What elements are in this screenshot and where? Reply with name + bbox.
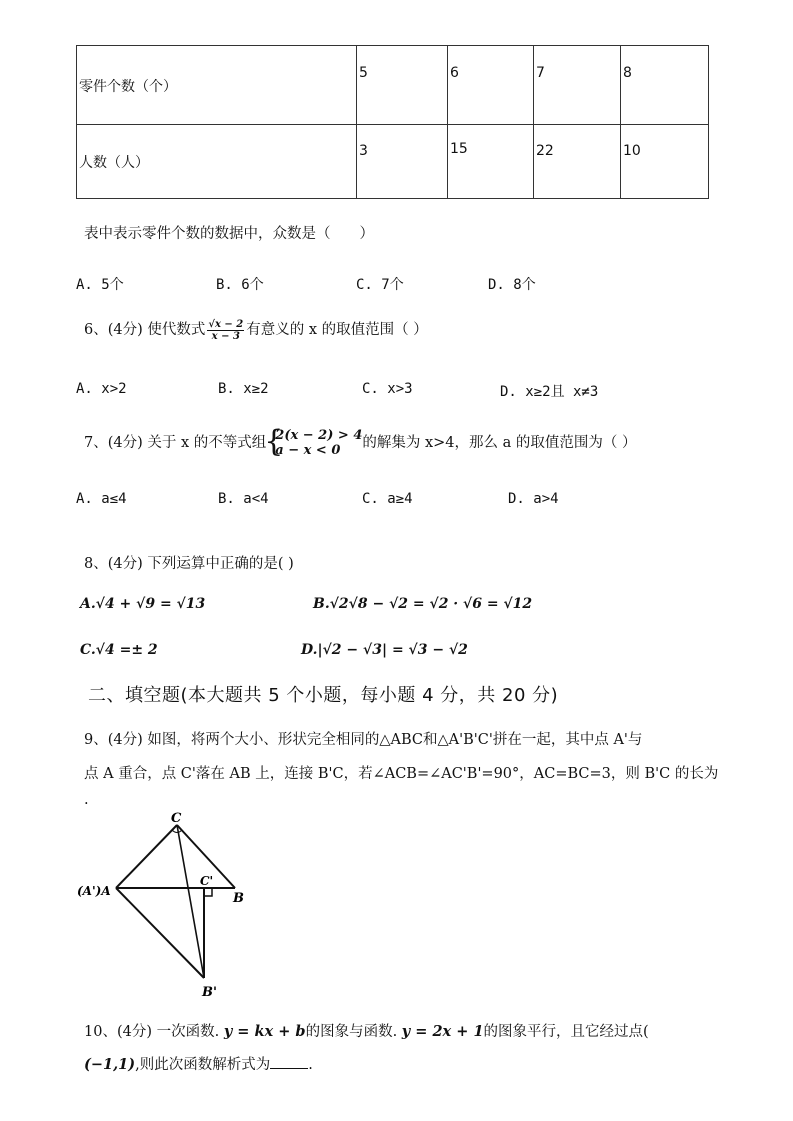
left-brace-icon: { (264, 424, 284, 459)
q7-suffix: 的解集为 x>4，那么 a 的取值范围为（ ） (362, 435, 637, 451)
q6-option-a[interactable]: A. x>2 (76, 381, 127, 397)
label-c: C (171, 811, 182, 826)
table-col-divider (533, 45, 534, 199)
q9-geometry-figure (76, 808, 276, 1004)
table-row-label-people: 人数（人） (79, 155, 149, 171)
q6-prefix: 6、(4分) 使代数式 (84, 322, 206, 338)
q6-suffix: 有意义的 x 的取值范围（ ） (246, 322, 428, 338)
question-6 (84, 318, 428, 342)
table-row-divider (76, 124, 709, 125)
q6-option-b[interactable]: B. x≥2 (218, 381, 269, 397)
segment-ac (116, 825, 177, 888)
q7-option-b[interactable]: B. a<4 (218, 491, 269, 507)
q10-line-1 (84, 1020, 649, 1041)
label-a-a-prime: (A')A (77, 884, 111, 898)
label-b: B (233, 891, 244, 906)
table-cell: 15 (450, 141, 468, 157)
table-cell: 3 (359, 143, 368, 159)
table-cell: 10 (623, 143, 641, 159)
q10-line-2 (84, 1053, 313, 1074)
table-col-divider (620, 45, 621, 199)
q9-line-3: . (84, 792, 89, 808)
table-cell: 6 (450, 65, 459, 81)
q7-inequality-system (264, 424, 363, 459)
q10-point: (−1,1) (84, 1056, 136, 1073)
q7-prefix: 7、(4分) 关于 x 的不等式组 (84, 435, 267, 451)
label-b-prime: B' (202, 985, 217, 1000)
q6-frac-numerator: √x − 2 (208, 318, 244, 330)
q5-option-a[interactable]: A. 5个 (76, 277, 124, 293)
table-col-divider (356, 45, 357, 199)
q10-equation-2: y = 2x + 1 (401, 1023, 484, 1040)
q6-option-c[interactable]: C. x>3 (362, 381, 413, 397)
q9-line-1: 9、(4分) 如图，将两个大小、形状完全相同的△ABC和△A'B'C'拼在一起，其中点 A'与 (84, 732, 643, 748)
q7-option-a[interactable]: A. a≤4 (76, 491, 127, 507)
q10-text-a: 10、(4分) 一次函数. (84, 1024, 220, 1040)
right-angle-mark-c-prime (204, 888, 212, 896)
table-col-divider (447, 45, 448, 199)
q7-option-c[interactable]: C. a≥4 (362, 491, 413, 507)
data-table (76, 45, 709, 199)
q10-text-e: . (308, 1057, 313, 1073)
q8-option-c[interactable]: C.√4 =± 2 (80, 642, 158, 658)
q10-equation-1: y = kx + b (223, 1023, 306, 1040)
q7-inequality-2: a − x < 0 (275, 443, 341, 458)
question-8-text: 8、(4分) 下列运算中正确的是( ) (84, 556, 294, 572)
question-7 (84, 424, 637, 459)
q8-option-d[interactable]: D.|√2 − √3| = √3 − √2 (301, 642, 468, 658)
q7-option-d[interactable]: D. a>4 (508, 491, 559, 507)
q6-fraction (207, 319, 244, 342)
q8-option-a[interactable]: A.√4 + √9 = √13 (80, 596, 206, 612)
table-border-bottom (76, 198, 709, 199)
answer-blank[interactable] (270, 1054, 308, 1069)
q10-text-b: 的图象与函数. (305, 1024, 398, 1040)
angle-arc-c (172, 830, 182, 833)
section-2-heading: 二、填空题(本大题共 5 个小题，每小题 4 分，共 20 分) (88, 685, 559, 706)
table-border-right (708, 45, 709, 199)
q5-option-b[interactable]: B. 6个 (216, 277, 264, 293)
q8-option-b[interactable]: B.√2√8 − √2 = √2 · √6 = √12 (313, 596, 533, 612)
question-5-text: 表中表示零件个数的数据中，众数是（ ） (84, 226, 374, 242)
table-cell: 7 (536, 65, 545, 81)
q10-text-d: ,则此次函数解析式为 (135, 1057, 271, 1073)
table-row-label-parts: 零件个数（个） (79, 79, 177, 95)
table-cell: 8 (623, 65, 632, 81)
table-border-left (76, 45, 77, 199)
table-border-top (76, 45, 709, 46)
q5-option-c[interactable]: C. 7个 (356, 277, 404, 293)
label-c-prime: C' (200, 874, 214, 888)
q9-line-2: 点 A 重合，点 C'落在 AB 上，连接 B'C，若∠ACB=∠AC'B'=90°，AC=BC=3，则 B'C 的长为 (84, 766, 719, 782)
table-cell: 5 (359, 65, 368, 81)
table-cell: 22 (536, 143, 554, 159)
q10-text-c: 的图象平行，且它经过点( (483, 1024, 649, 1040)
q6-frac-denominator: x − 3 (211, 330, 240, 342)
q5-option-d[interactable]: D. 8个 (488, 277, 536, 293)
q7-inequality-1: 2(x − 2) > 4 (275, 428, 363, 443)
q6-option-d[interactable]: D. x≥2且 x≠3 (500, 384, 599, 400)
